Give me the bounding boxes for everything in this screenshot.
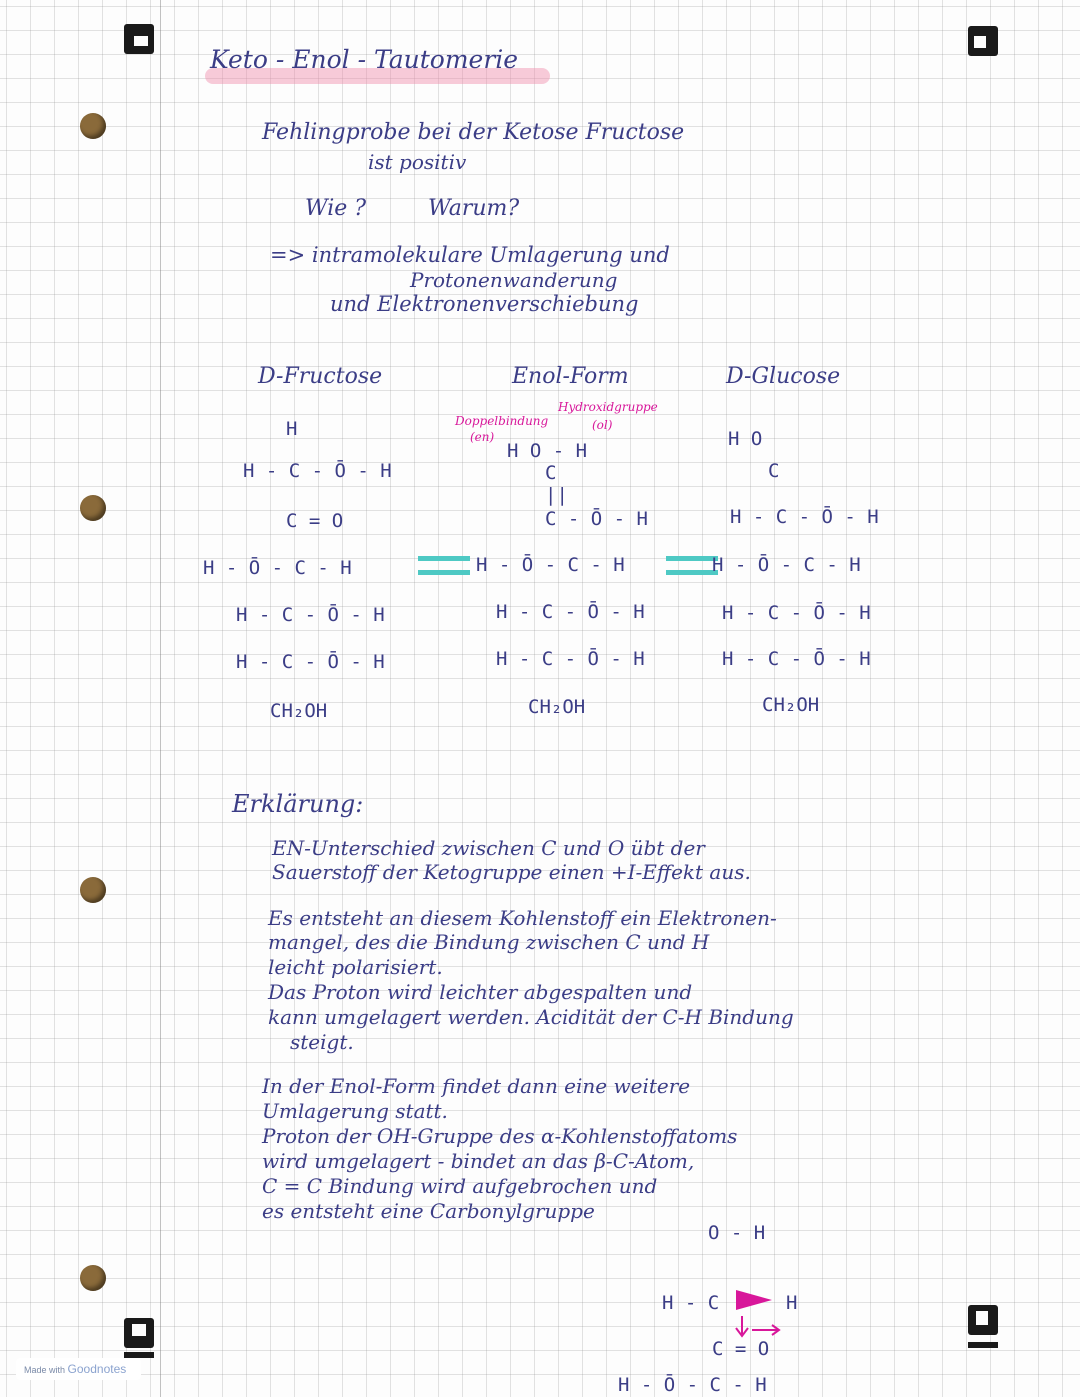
glucose-row: C bbox=[768, 460, 780, 482]
margin-line bbox=[160, 0, 161, 1397]
binder-hole bbox=[80, 877, 106, 903]
label-en: (en) bbox=[470, 430, 495, 444]
glucose-row: H O bbox=[728, 428, 763, 450]
enol-row: H - C - Ō - H bbox=[496, 601, 645, 623]
corner-marker-bar-right bbox=[968, 1342, 998, 1348]
equilibrium-arrow-1 bbox=[418, 556, 470, 561]
enol-row: CH₂OH bbox=[528, 696, 586, 718]
explanation-line: In der Enol-Form findet dann eine weitere bbox=[262, 1074, 691, 1098]
fructose-row: H - C - Ō - H bbox=[243, 460, 392, 482]
label-ol: (ol) bbox=[592, 418, 613, 432]
fructose-row: CH₂OH bbox=[270, 700, 328, 722]
explanation-line: Das Proton wird leichter abgespalten und bbox=[268, 980, 693, 1004]
enol-row: H O - H bbox=[507, 440, 588, 462]
explanation-line: C = C Bindung wird aufgebrochen und bbox=[262, 1174, 658, 1198]
glucose-row: H - C - Ō - H bbox=[730, 506, 879, 528]
enol-row: H - C - Ō - H bbox=[496, 648, 645, 670]
enol-name: Enol-Form bbox=[512, 364, 629, 389]
binder-hole bbox=[80, 495, 106, 521]
question-why: Warum? bbox=[428, 196, 520, 221]
explanation-heading: Erklärung: bbox=[232, 790, 364, 818]
mini-structure-row: H - Ō - C - H bbox=[618, 1374, 767, 1396]
badge-brand: Goodnotes bbox=[67, 1362, 127, 1376]
goodnotes-badge bbox=[16, 1358, 141, 1380]
answer-line-3: und Elektronenverschiebung bbox=[330, 292, 639, 316]
glucose-name: D-Glucose bbox=[726, 364, 841, 389]
fructose-row: C = O bbox=[286, 510, 344, 532]
explanation-line: Proton der OH-Gruppe des α-Kohlenstoffatoms bbox=[262, 1124, 738, 1148]
explanation-line: kann umgelagert werden. Acidität der C-H Bindung bbox=[268, 1005, 794, 1029]
fructose-row: H - C - Ō - H bbox=[236, 604, 385, 626]
intro-line-2: ist positiv bbox=[368, 150, 467, 174]
explanation-line: es entsteht eine Carbonylgruppe bbox=[262, 1199, 595, 1223]
glucose-row: H - Ō - C - H bbox=[712, 554, 861, 576]
mini-structure-h: H bbox=[786, 1292, 798, 1314]
explanation-line: Sauerstoff der Ketogruppe einen +I-Effekt aus. bbox=[272, 860, 751, 884]
corner-marker-top-right bbox=[968, 26, 998, 56]
binder-hole bbox=[80, 113, 106, 139]
corner-marker-bottom-right bbox=[968, 1305, 998, 1335]
question-how: Wie ? bbox=[305, 196, 367, 221]
enol-row: C - Ō - H bbox=[545, 508, 648, 530]
explanation-line: EN-Unterschied zwischen C und O übt der bbox=[272, 836, 705, 860]
corner-marker-bottom-left bbox=[124, 1318, 154, 1348]
explanation-line: Es entsteht an diesem Kohlenstoff ein Elektronen- bbox=[268, 906, 777, 930]
equilibrium-arrow-1 bbox=[418, 570, 470, 575]
explanation-line: Umlagerung statt. bbox=[262, 1099, 448, 1123]
fructose-row: H - C - Ō - H bbox=[236, 651, 385, 673]
binder-hole bbox=[80, 1265, 106, 1291]
glucose-row: CH₂OH bbox=[762, 694, 820, 716]
label-double-bond: Doppelbindung bbox=[455, 414, 549, 428]
equilibrium-arrow-2 bbox=[666, 570, 718, 575]
explanation-line: leicht polarisiert. bbox=[268, 955, 443, 979]
fructose-row: H bbox=[286, 418, 298, 440]
corner-marker-top-left bbox=[124, 24, 154, 54]
explanation-line: steigt. bbox=[290, 1030, 354, 1054]
intro-line-1: Fehlingprobe bei der Ketose Fructose bbox=[262, 120, 685, 145]
explanation-line: wird umgelagert - bindet an das β-C-Atom, bbox=[262, 1149, 695, 1173]
glucose-row: H - C - Ō - H bbox=[722, 602, 871, 624]
page-title: Keto - Enol - Tautomerie bbox=[210, 45, 519, 74]
equilibrium-arrow-2 bbox=[666, 556, 718, 561]
enol-row: C bbox=[545, 462, 557, 484]
answer-line-1: => intramolekulare Umlagerung und bbox=[270, 243, 670, 267]
badge-prefix: Made with bbox=[24, 1365, 66, 1375]
glucose-row: H - C - Ō - H bbox=[722, 648, 871, 670]
enol-row: || bbox=[545, 484, 568, 506]
mini-structure-row: H - C bbox=[662, 1292, 720, 1314]
mini-structure-row: C = O bbox=[712, 1338, 770, 1360]
fructose-row: H - Ō - C - H bbox=[203, 557, 352, 579]
explanation-line: mangel, des die Bindung zwischen C und H bbox=[268, 930, 710, 954]
answer-line-2: Protonenwanderung bbox=[410, 268, 618, 292]
fructose-name: D-Fructose bbox=[258, 364, 383, 389]
label-hydroxy-group: Hydroxidgruppe bbox=[558, 400, 658, 414]
enol-row: H - Ō - C - H bbox=[476, 554, 625, 576]
proton-transfer-arrow-icon bbox=[728, 1284, 788, 1344]
mini-structure-row: O - H bbox=[708, 1222, 766, 1244]
